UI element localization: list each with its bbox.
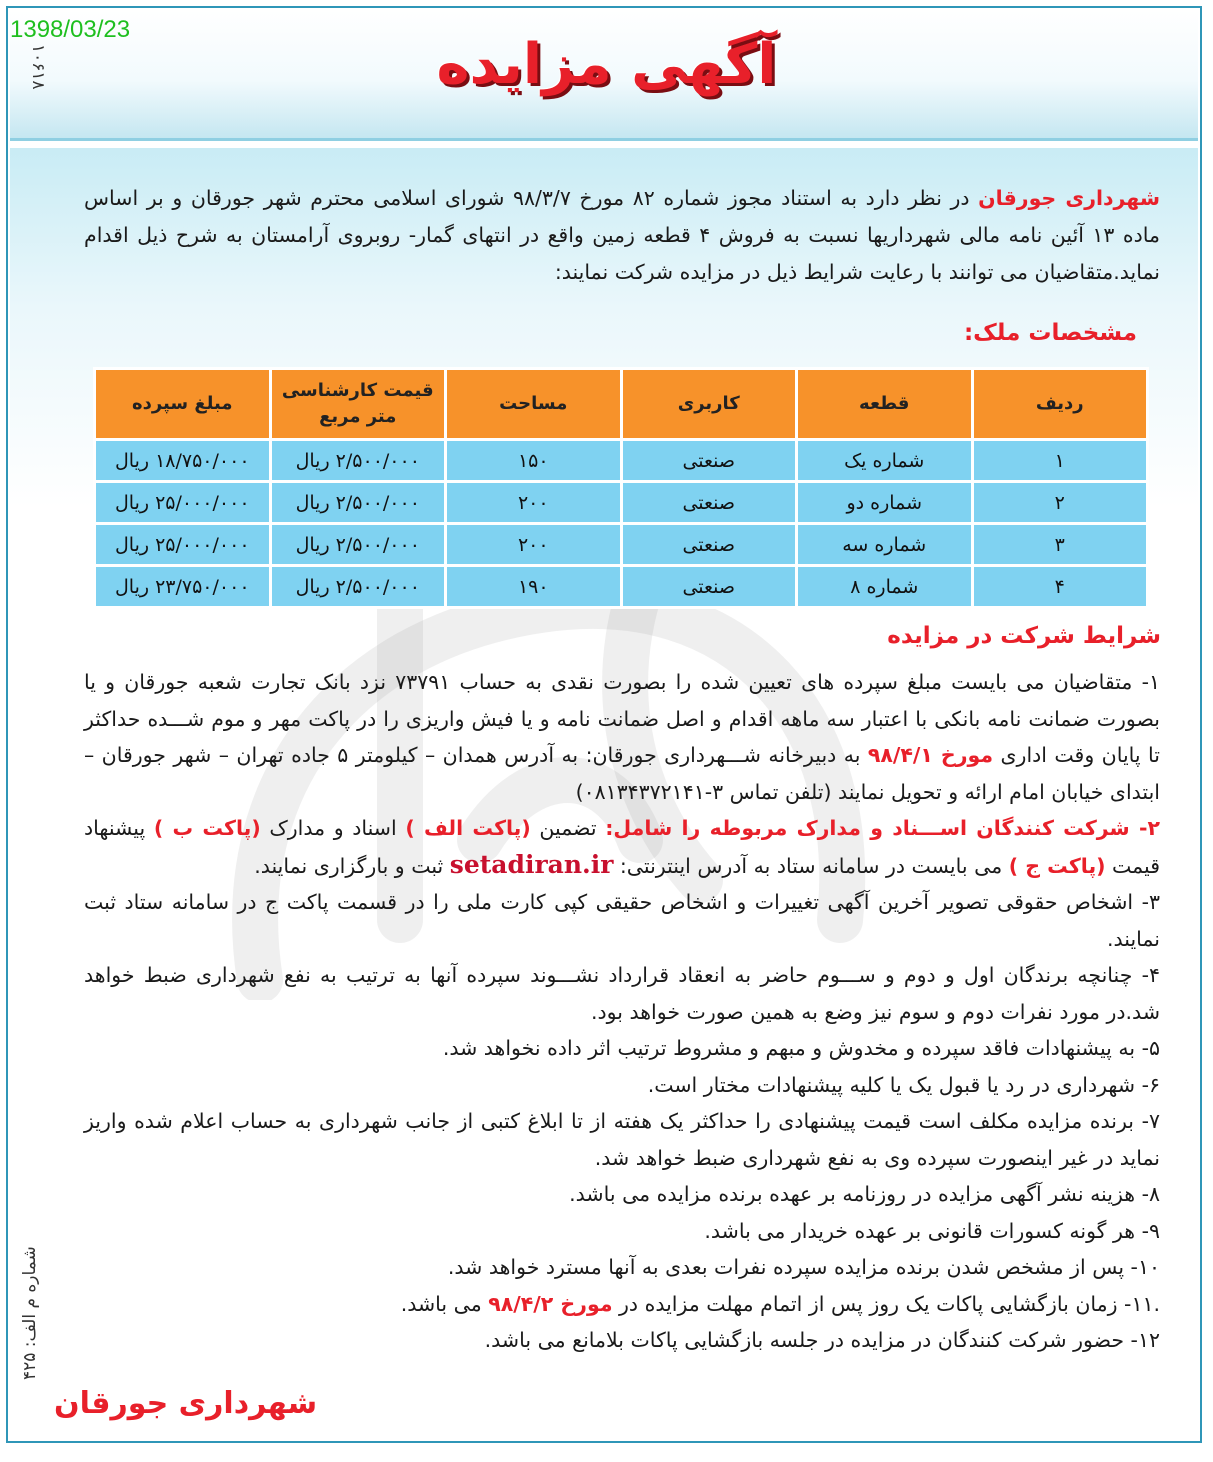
condition-1 [84,664,1160,810]
cell-usage: صنعتی [621,524,797,566]
envelope-c: (پاکت ج ) [1008,853,1106,878]
col-header-price: قیمت کارشناسی متر مربع [270,369,446,440]
cell-area: ۱۹۰ [446,566,622,608]
cell-lot: شماره دو [797,482,973,524]
cell-deposit: ۲۳/۷۵۰/۰۰۰ ریال [95,566,271,608]
cell-lot: شماره سه [797,524,973,566]
condition-heading: ۲- شرکت کنندگان اســـناد و مدارک مربوطه را شامل: [605,816,1160,840]
page-title: آگهی مزایده [436,32,777,97]
table-row [95,566,1148,608]
condition-text: .۱۱- زمان بازگشایی پاکات یک روز پس از اتمام مهلت مزایده در [612,1291,1160,1316]
cell-lot: شماره یک [797,440,973,482]
col-header-lot: قطعه [797,369,973,440]
condition-3: ۳- اشخاص حقوقی تصویر آخرین آگهی تغییرات و اشخاص حقیقی کپی کارت ملی را در قسمت پاکت ج در سامانه ستاد ثبت نمایند. [84,890,1160,951]
condition-text: ۱- متقاضیان می بایست مبلغ سپرده های تعیین شده را بصورت نقدی به حساب ۷۳۷۹۱ نزد بانک تجارت شعبه جورقان و یا بصورت ضمانت نامه بانکی با اعتبار سه ماهه اقدام و اصل ضمانت نامه و یا فیش واریزی را در پاکت مهر و موم شـــده حداکثر تا پایان وقت اداری [84,670,1160,767]
envelope-a: (پاکت الف ) [405,816,531,840]
col-header-row-no: ردیف [972,369,1148,440]
cell-usage: صنعتی [621,440,797,482]
condition-text: ثبت و بارگزاری نمایند. [254,853,450,878]
website-link[interactable]: setadiran.ir [449,849,614,879]
cell-lot: شماره ۸ [797,566,973,608]
conditions-list [84,664,1160,1359]
cell-row-no: ۲ [972,482,1148,524]
condition-10: ۱۰- پس از مشخص شدن برنده مزایده سپرده نفرات بعدی به آنها مسترد خواهد شد. [447,1255,1160,1279]
condition-6: ۶- شهرداری در رد یا قبول یک یا کلیه پیشنهادات مختار است. [647,1072,1160,1097]
cell-price: ۲/۵۰۰/۰۰۰ ریال [270,482,446,524]
table-row [95,524,1148,566]
cell-price: ۲/۵۰۰/۰۰۰ ریال [270,566,446,608]
cell-usage: صنعتی [621,482,797,524]
condition-4: ۴- چنانچه برندگان اول و دوم و ســـوم حاضر به انعقاد قرارداد نشـــوند سپرده آنها به ترتیب به نفع شهرداری ضبط خواهد شد.در مورد نفرات دوم و سوم نیز وضع به همین صورت خواهد بود. [84,963,1160,1024]
cell-row-no: ۱ [972,440,1148,482]
col-header-usage: کاربری [621,369,797,440]
opening-date: مورخ ۹۸/۴/۲ [488,1291,613,1316]
condition-8: ۸- هزینه نشر آگهی مزایده در روزنامه بر عهده برنده مزایده می باشد. [569,1182,1160,1206]
cell-area: ۱۵۰ [446,440,622,482]
ad-code: ۱۰۶۱۸ [28,44,48,90]
date-stamp: 1398/03/23 [10,16,131,43]
cell-deposit: ۱۸/۷۵۰/۰۰۰ ریال [95,440,271,482]
condition-11 [84,1286,1160,1323]
conditions-title: شرایط شرکت در مزایده [887,623,1161,649]
intro-paragraph [84,180,1160,291]
condition-text: می باشد. [400,1291,489,1316]
cell-deposit: ۲۵/۰۰۰/۰۰۰ ریال [95,482,271,524]
signature: شهرداری جورقان [54,1386,318,1421]
cell-row-no: ۴ [972,566,1148,608]
table-row [95,482,1148,524]
cell-usage: صنعتی [621,566,797,608]
ad-number-note: شماره م الف: ۴۲۵ [20,1246,40,1380]
cell-price: ۲/۵۰۰/۰۰۰ ریال [270,440,446,482]
condition-text: می بایست در سامانه ستاد به آدرس اینترنتی: [613,853,1009,878]
col-header-area: مساحت [446,369,622,440]
condition-2 [84,810,1160,884]
table-row [95,440,1148,482]
condition-7: ۷- برنده مزایده مکلف است قیمت پیشنهادی را حداکثر یک هفته از تا ابلاغ کتبی از جانب شهرداری به حساب اعلام شده واریز نماید در غیر اینصورت سپرده وی به نفع شهرداری ضبط خواهد شد. [84,1109,1160,1170]
condition-text: اسناد و مدارک [260,816,406,840]
condition-text: تضمین [530,816,606,840]
condition-9: ۹- هر گونه کسورات قانونی بر عهده خریدار می باشد. [704,1218,1160,1243]
cell-deposit: ۲۵/۰۰۰/۰۰۰ ریال [95,524,271,566]
specs-title: مشخصات ملک: [963,320,1137,346]
cell-row-no: ۳ [972,524,1148,566]
col-header-deposit: مبلغ سپرده [95,369,271,440]
cell-area: ۲۰۰ [446,524,622,566]
condition-12: ۱۲- حضور شرکت کنندگان در مزایده در جلسه بازگشایی پاکات بلامانع می باشد. [484,1328,1160,1352]
property-table [93,367,1149,609]
table-header-row [95,369,1148,440]
condition-5: ۵- به پیشنهادات فاقد سپرده و مخدوش و مبهم و مشروط ترتیب اثر داده نخواهد شد. [442,1036,1160,1060]
condition-text: پیشنهاد قیمت [84,816,1160,878]
cell-area: ۲۰۰ [446,482,622,524]
municipality-name: شهرداری جورقان [978,186,1160,210]
condition-text: به دبیرخانه شـــهرداری جورقان: به آدرس همدان – کیلومتر ۵ جاده تهران – شهر جورقان – ابتدای خیابان امام ارائه و تحویل نمایند (تلفن تماس ۳-۰۸۱۳۴۳۷۲۱۴۱) [84,743,1160,804]
deadline-date: مورخ ۹۸/۴/۱ [867,743,994,767]
cell-price: ۲/۵۰۰/۰۰۰ ریال [270,524,446,566]
intro-text: در نظر دارد به استناد مجوز شماره ۸۲ مورخ ۹۸/۳/۷ شورای اسلامی محترم شهر جورقان و بر اساس ماده ۱۳ آئین نامه مالی شهرداریها نسبت به فروش ۴ قطعه زمین واقع در انتهای گمار- روبروی آرامستان به شرح ذیل اقدام نماید.متقاضیان می توانند با رعایت شرایط ذیل در مزایده شرکت نمایند: [84,186,1160,284]
envelope-b: (پاکت ب ) [153,816,261,840]
